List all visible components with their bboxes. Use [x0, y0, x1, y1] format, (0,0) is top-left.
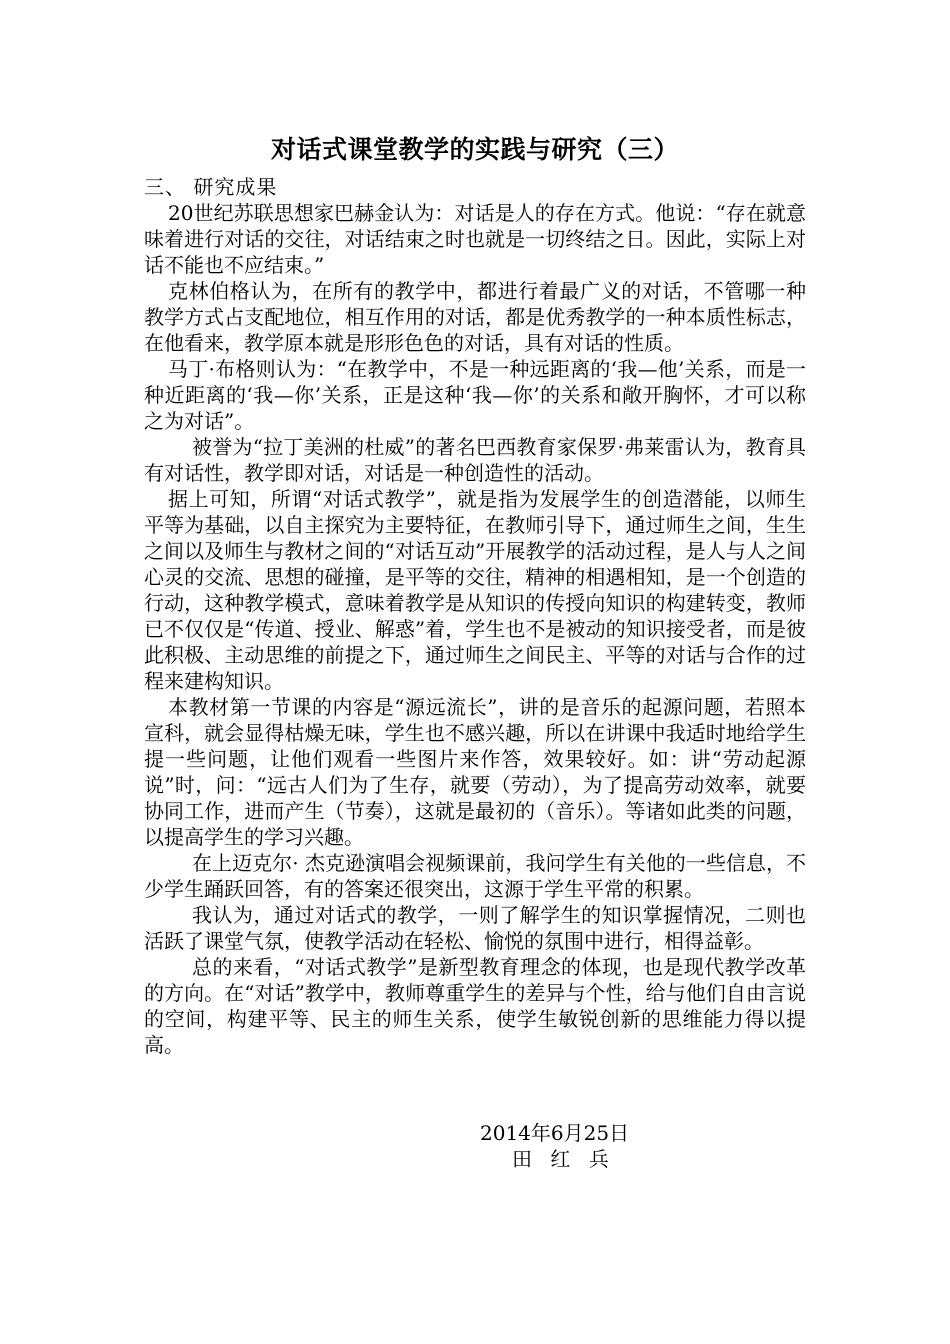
document-author: 田 红 兵	[512, 1147, 615, 1171]
paragraph-definition: 据上可知，所谓“对话式教学”，就是指为发展学生的创造潜能，以师生平等为基础，以自主探究为主要特征，在教师引导下，通过师生之间，生生之间以及师生与教材之间的“对话互动”开展教学的活动过程，是人与人之间心灵的交流、思想的碰撞，是平等的交往，精神的相遇相知，是一个创造的行动，这种教学模式，意味着教学是从知识的传授向知识的构建转变，教师已不仅仅是“传道、授业、解惑”着，学生也不是被动的知识接受者，而是彼此积极、主动思维的前提之下，通过师生之间民主、平等的对话与合作的过程来建构知识。	[144, 487, 806, 693]
section-heading: 三、 研究成果	[144, 175, 278, 199]
paragraph-freire: 被誉为“拉丁美洲的杜威”的著名巴西教育家保罗·弗莱雷认为，教育具有对话性，教学即对话，对话是一种创造性的活动。	[144, 435, 806, 485]
document-body	[144, 174, 806, 1058]
paragraph-opinion: 我认为，通过对话式的教学，一则了解学生的知识掌握情况，二则也活跃了课堂气氛，使教学活动在轻松、愉悦的氛围中进行，相得益彰。	[144, 903, 806, 953]
paragraph-textbook-example: 本教材第一节课的内容是“源远流长”，讲的是音乐的起源问题，若照本宣科，就会显得枯燥无味，学生也不感兴趣，所以在讲课中我适时地给学生提一些问题，让他们观看一些图片来作答，效果较好。如：讲“劳动起源说”时，问：“远古人们为了生存，就要（劳动），为了提高劳动效率，就要协同工作，进而产生（节奏），这就是最初的（音乐）。等诸如此类的问题，以提高学生的学习兴趣。	[144, 695, 806, 849]
paragraph-buber: 马丁·布格则认为：“在教学中，不是一种远距离的‘我—他’关系，而是一种近距离的‘我—你’关系，正是这种‘我—你’的关系和敞开胸怀，才可以称之为对话”。	[144, 357, 806, 433]
paragraph-bakhtin: 20世纪苏联思想家巴赫金认为：对话是人的存在方式。他说：“存在就意味着进行对话的交往，对话结束之时也就是一切终结之日。因此，实际上对话不能也不应结束。”	[144, 201, 806, 277]
signature-block	[480, 1120, 680, 1172]
document-date: 2014年6月25日	[480, 1121, 630, 1145]
paragraph-conclusion: 总的来看，“对话式教学”是新型教育理念的体现，也是现代教学改革的方向。在“对话”教学中，教师尊重学生的差异与个性，给与他们自由言说的空间，构建平等、民主的师生关系，使学生敏锐创新的思维能力得以提高。	[144, 955, 806, 1057]
paragraph-klingberg: 克林伯格认为，在所有的教学中，都进行着最广义的对话，不管哪一种教学方式占支配地位，相互作用的对话，都是优秀教学的一种本质性标志，在他看来，教学原本就是形形色色的对话，具有对话的性质。	[144, 279, 806, 355]
document-title: 对话式课堂教学的实践与研究（三）	[270, 135, 679, 164]
paragraph-jackson-example: 在上迈克尔· 杰克逊演唱会视频课前，我问学生有关他的一些信息，不少学生踊跃回答，有的答案还很突出，这源于学生平常的积累。	[144, 851, 806, 901]
